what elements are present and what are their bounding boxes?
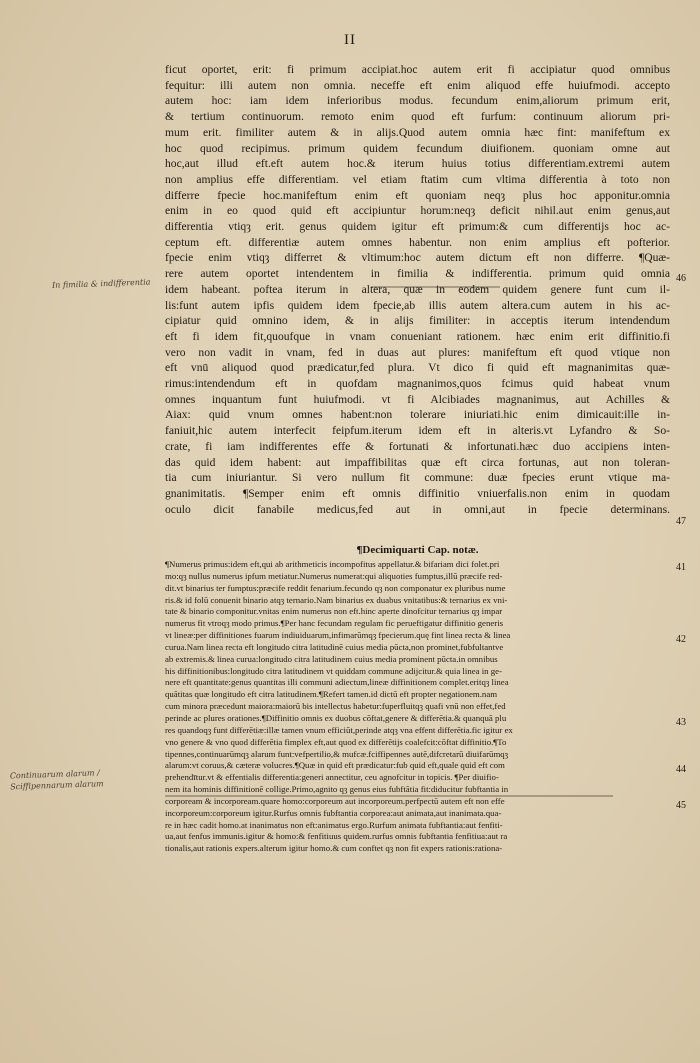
notes-text-line: dit.vt binarius ter fumptus:præcife reddit fenarium.fecundo qȝ non componatur ex pluribus nume	[165, 582, 506, 593]
main-text-line: mum erit. fimiliter autem & in alijs.Quod autem omnia hæc fint: manifeftum ex	[165, 125, 670, 139]
main-text-line: lis:funt autem ipfis quidem idem fpecie,ab illis autem altera.cum autem in his ac-	[165, 298, 670, 312]
notes-text-line: prehendītur.vt & effentialis differentia:generi annectitur, ceu agnofcitur in topicis. ¶Per diuifio-	[165, 772, 499, 783]
main-text-line: rere autem oportet intendentem in fimilia & indifferentia. primum quid omnia	[165, 267, 670, 281]
main-text-line: eft vnū aliquod quod prædicatur,fed plura. Vt dico fi quid eft magnanimitas quæ-	[165, 361, 670, 375]
margin-number-42: 42	[676, 634, 686, 645]
notes-text-line: nere eft quantitate:genus quantitas illi communi adiectum,lineæ diffinitionem complet.eritqȝ linea	[165, 677, 509, 688]
underline-mark	[372, 284, 502, 290]
main-text-line: rimus:intendendum eft in quofdam magnanimos,quos fcimus quid habeat vnum	[165, 377, 670, 391]
underline-mark-notes	[165, 793, 615, 799]
notes-text-line: alarum:vt coruus,& cæteræ volucres.¶Quæ in quid eft prædicatur:fub quid eft,quale quid eft com	[165, 760, 505, 771]
handwritten-note-bottom: Continuarum alarum / Sciffipennarum alarum	[9, 768, 104, 792]
main-text-line: eft fi idem fit,quoufque in vnam conueniant rationem. hæc enim erit diffinitio.fi	[165, 329, 670, 343]
margin-number-46: 46	[676, 273, 686, 284]
notes-text-line: tipennes,continuarūmqȝ alarum funt:vefpertilio,& mufcæ.fciffipennes autē,difcretarū diuifarūmqȝ	[165, 748, 509, 759]
notes-text-line: cum minora præcedunt maiora:maiorū bis intellectus habetur:fuperfluitqȝ quafi vnū non effet,fed	[165, 701, 506, 712]
notes-text-line: ab extremis.& linea curua:longitudo citra latitudinem cuius media prominent pūcta.in omnibus	[165, 653, 498, 664]
notes-text-line: re in hæc cadit homo.at inanimatus non eft:animatus ergo.Rurfum animata fubftantia:aut fenfiti-	[165, 819, 503, 830]
main-text-line: vero non vadit in vnam, fed in duas aut plures: manifeftum eft quod vtique non	[165, 345, 670, 359]
main-text-line: crate, fi iam indifferentes effe & fortunati & infortunati.hæc duo accipiens inten-	[165, 439, 670, 453]
main-text-line: oculo dicit fanabile medicus,fed aut in omni,aut in fpecie determinans.	[165, 502, 670, 516]
main-text-line: faniuit,hic autem interfecit feipfum.iterum idem eft in alteris.vt Lyfandro & So-	[165, 424, 670, 438]
notes-text-line: nem ita hominis diffinitionē collige.Primo,agnito qȝ genus eius fubftātia fit:diducitur fubftantia in	[165, 784, 509, 795]
main-text-line: cipiatur quid omnino idem, & in alijs fimiliter: in acceptis iterum intendendum	[165, 314, 670, 328]
notes-text-line: tionalis,aut rationis expers.alterum igitur homo.& cum conftet qȝ non fit expers rationis:rationa-	[165, 843, 503, 854]
notes-text-line: vno genere & vno quod differētia fimplex eft,aut quod ex differētijs coalefcit:cōftat diffinitio.¶To	[165, 736, 507, 747]
page-number: II	[344, 32, 356, 48]
main-text-line: tia cum iniuriantur. Si vero nullum fit commune: duæ fpecies erunt vtique ma-	[165, 471, 670, 485]
main-text-line: differentia vtiqȝ erit. genus quidem igitur eft primum:& cum differentijs hoc ac-	[165, 220, 670, 234]
notes-text-line: vt lineæ:per diffinitiones fuarum indiuiduarum,infimarūmqȝ fpecierum.quę fint linea recta & linea	[165, 630, 511, 641]
margin-number-44: 44	[676, 764, 686, 775]
margin-number-43: 43	[676, 717, 686, 728]
margin-number-41: 41	[676, 562, 686, 573]
main-text-line: enim in eo quod quid eft accipiuntur horum:neqȝ deficit nihil.aut enim genus,aut	[165, 204, 670, 218]
notes-text-line: perinde ac plures orationes.¶Diffinitio omnis ex duobus cōftat,genere & differētia.& quanquā plu	[165, 712, 507, 723]
notes-text-line: corpoream & incorpoream.quare homo:corporeum aut incorporeum.perfpectū autem eft non effe	[165, 795, 505, 806]
main-text-line: hoc quod recipimus. primum quidem fecundum diuifionem. quoniam omne aut	[165, 141, 670, 155]
main-text-line: hoc,aut illud eft.eft autem hoc.& iterum huius totius differentiam.extremi autem	[165, 157, 670, 171]
notes-text-line: res quandoqȝ funt differētiæ:illæ tamen vnum efficiūt,perinde atqȝ vna effent differētia.fic igitur ex	[165, 724, 513, 735]
main-text-line: ceptum eft. differentiæ autem omnes habentur. non enim amplius eft pofterior.	[165, 235, 670, 249]
main-text-line: differre fpecie hoc.manifeftum enim eft quoniam neqȝ plus hoc apponitur.omnia	[165, 188, 670, 202]
main-text-line: fequitur: illi autem non omnia. neceffe eft enim aliquod effe huiufmodi. accepto	[165, 78, 670, 92]
main-text-line: das quid idem habent: aut impaffibilitas quæ eft circa fortunas, aut non toleran-	[165, 455, 670, 469]
notes-text-line: curua.Nam linea recta eft longitudo citra latitudinē cuius media pūcta,non prominet,fubfultantve	[165, 641, 504, 652]
main-text-line: ficut oportet, erit: fi primum accipiat.hoc autem erit fi accipiatur quod omnibus	[165, 63, 670, 76]
notes-text-line: quātitas quæ longitudo eft citra latitudinem.¶Refert tamen.id dictū eft propter negationem.nam	[165, 689, 498, 700]
notes-text-line: ris.& id folū conuenit binario atqȝ ternario.Nam binarius ex duabus vnitatibus:& ternarius ex vni-	[165, 594, 508, 605]
notes-text-line: mo:qȝ nullus numerus ipfum metiatur.Numerus numerat:qui aliquoties fumptus,illū præcife red-	[165, 570, 503, 581]
notes-text-line: numerus fit vtroqȝ modo primus.¶Per hanc fecundam regulam fic perueftigatur diffinitio generis	[165, 618, 504, 629]
notes-text-line: tate & binario componitur.vnitas enim numerus non eft.hinc aperte dinofcitur ternarius qȝ impar	[165, 606, 503, 617]
margin-number-45: 45	[676, 800, 686, 811]
notes-text-line: his diffinitionibus:longitudo citra latitudinem vt quiddam commune adijcitur.& quia linea in ge-	[165, 665, 502, 676]
margin-number-47: 47	[676, 516, 686, 527]
notes-heading: ¶Decimiquarti Cap. notæ.	[356, 544, 479, 556]
notes-text-line: ¶Numerus primus:idem eft,qui ab arithmeticis incompofitus appellatur.& bifariam dici folet.pri	[165, 559, 500, 569]
main-text-line: gnanimitatis. ¶Semper enim eft omnis diffinitio vniuerfalis.non enim in quodam	[165, 486, 670, 500]
notes-body-text	[165, 559, 670, 855]
main-text-line: fpecie enim vtiqȝ differret & vltimum:hoc autem dictum eft non differre. ¶Quæ-	[165, 251, 670, 265]
main-text-line: idem habeant. poftea iterum in altera, quæ in eodem quidem genere funt cum il-	[165, 282, 670, 296]
main-text-line: Aiax: quid vnum omnes habent:non tolerare iniuriati.hic enim dimicauit:ille in-	[165, 408, 670, 422]
handwritten-note-top: In fimilia & indifferentia	[51, 277, 151, 290]
notes-text-line: ua,aut fenfus immunis.igitur & homo:& fenfitiuus quidem.rurfus omnis fubftantia fenfitiua:aut ra	[165, 831, 508, 842]
notes-text-line: incorporeum:corporeum igitur.Rurfus omnis fubftantia corporea:aut animata,aut inanimata.qua-	[165, 807, 502, 818]
main-text-line: omnes inquantum funt huiufmodi. vt fi Alcibiades magnanimus, aut Achilles &	[165, 392, 670, 406]
main-text-line: non amplius effe differentiam. vel etiam ftatim cum vltima differentia à toto non	[165, 172, 670, 186]
main-text-line: autem hoc: iam idem inferioribus modus. fecundum enim,aliorum primum erit,	[165, 94, 670, 108]
main-text-line: & tertium continuorum. remoto enim quod eft furfum: continuum aliorum pri-	[165, 110, 670, 124]
